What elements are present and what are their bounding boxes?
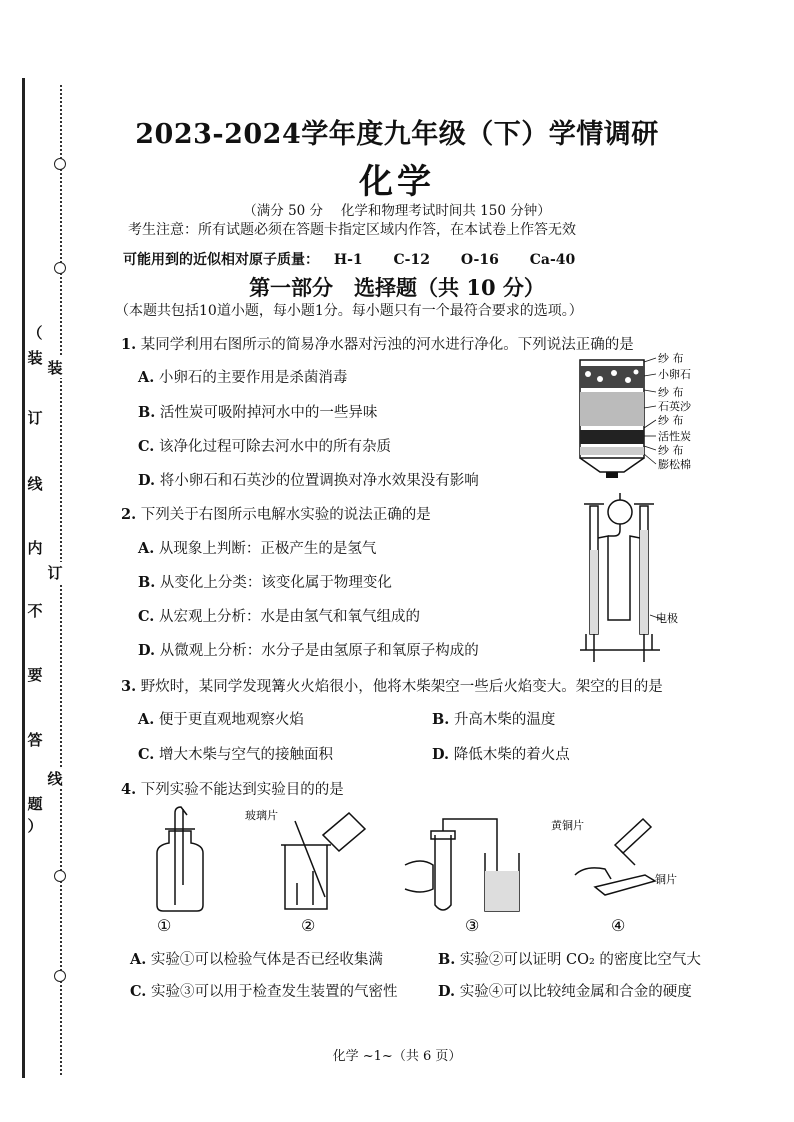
option: C. 实验③可以用于检查发生装置的气密性 (130, 983, 398, 1000)
electrolysis-figure (570, 490, 695, 665)
filter-label: 小卵石 (658, 368, 691, 381)
question-3-stem (121, 675, 663, 696)
option: C. 增大木柴与空气的接触面积 (138, 746, 333, 763)
question-2-stem (121, 503, 431, 524)
option: B. 活性炭可吸附掉河水中的一些异味 (138, 404, 378, 421)
option: A. 实验①可以检验气体是否已经收集满 (130, 951, 383, 968)
filter-label: 纱 布 (658, 414, 684, 427)
option: B. 实验②可以证明 CO₂ 的密度比空气大 (438, 951, 701, 968)
exam-notice: 考生注意：所有试题必须在答题卡指定区域内作答，在本试卷上作答无效 (128, 222, 576, 238)
option: D. 实验④可以比较纯金属和合金的硬度 (438, 983, 692, 1000)
figure-number: ③ (465, 916, 480, 935)
exam-title: 2023-2024学年度九年级（下）学情调研 (135, 119, 659, 150)
atomic-mass: Ca-40 (529, 252, 576, 268)
binding-outer-char: 线 (47, 770, 63, 788)
binding-char: 答 (27, 731, 43, 749)
question-text: 某同学利用右图所示的简易净水器对污浊的河水进行净化。下列说法正确的是 (140, 337, 634, 353)
question-text: 野炊时，某同学发现篝火火焰很小，他将木柴架空一些后火焰变大。架空的目的是 (140, 679, 663, 695)
option: D. 从微观上分析：水分子是由氢原子和氧原子构成的 (138, 642, 479, 659)
filter-label: 活性炭 (658, 430, 691, 443)
binding-char: 题 (27, 795, 43, 813)
atomic-mass: H-1 (333, 252, 363, 268)
filter-label: 膨松棉 (658, 458, 691, 471)
option: D. 降低木柴的着火点 (432, 746, 570, 763)
figure-label: 铜片 (655, 873, 677, 886)
question-4-stem (121, 778, 344, 799)
figure-number: ① (157, 916, 172, 935)
figure-number: ④ (611, 916, 626, 935)
experiment-figures (135, 805, 715, 935)
binding-char: 订 (27, 409, 43, 427)
electrode-label: 电极 (656, 612, 678, 625)
binding-outer-char: 装 (47, 359, 63, 377)
option: C. 该净化过程可除去河水中的所有杂质 (138, 438, 391, 455)
exam-info: （满分 50 分 化学和物理考试时间共 150 分钟） (243, 203, 551, 219)
question-number: 2. (121, 506, 137, 523)
question-number: 1. (121, 336, 137, 353)
binding-char: （ (27, 324, 43, 342)
part-note: （本题共包括10道小题，每小题1分。每小题只有一个最符合要求的选项。） (115, 303, 583, 319)
option: A. 从现象上判断：正极产生的是氢气 (138, 540, 377, 557)
filter-label: 纱 布 (658, 386, 684, 399)
question-number: 3. (121, 678, 137, 695)
page-footer: 化学 ~1~（共 6 页） (332, 1049, 462, 1064)
filter-label: 纱 布 (658, 352, 684, 365)
atomic-mass-label: 可能用到的近似相对原子质量： (123, 252, 319, 268)
binding-hole (54, 870, 66, 882)
subject-title: 化学 (359, 162, 435, 202)
binding-char: ） (27, 817, 43, 835)
atomic-mass: O-16 (460, 252, 499, 268)
option: B. 从变化上分类：该变化属于物理变化 (138, 574, 392, 591)
binding-line (22, 78, 25, 1078)
filter-label: 石英沙 (658, 400, 691, 413)
option: B. 升高木柴的温度 (432, 711, 556, 728)
binding-char: 装 (27, 349, 43, 367)
binding-char: 内 (27, 539, 43, 557)
figure-label: 玻璃片 (245, 809, 278, 822)
binding-char: 线 (27, 475, 43, 493)
binding-char: 不 (27, 602, 43, 620)
question-1-stem (121, 333, 634, 354)
option: C. 从宏观上分析：水是由氢气和氧气组成的 (138, 608, 420, 625)
figure-label: 黄铜片 (551, 819, 584, 832)
question-number: 4. (121, 781, 137, 798)
option: D. 将小卵石和石英沙的位置调换对净水效果没有影响 (138, 472, 479, 489)
question-text: 下列关于右图所示电解水实验的说法正确的是 (140, 507, 431, 523)
option: A. 便于更直观地观察火焰 (138, 711, 304, 728)
binding-hole (54, 970, 66, 982)
binding-outer-char: 订 (47, 564, 63, 582)
part-title: 第一部分 选择题（共 10 分） (249, 275, 545, 300)
figure-number: ② (301, 916, 316, 935)
binding-char: 要 (27, 666, 43, 684)
water-filter-figure (570, 348, 730, 478)
atomic-masses (123, 249, 601, 269)
filter-label: 纱 布 (658, 444, 684, 457)
option: A. 小卵石的主要作用是杀菌消毒 (138, 369, 348, 386)
question-text: 下列实验不能达到实验目的的是 (140, 782, 344, 798)
atomic-mass: C-12 (393, 252, 430, 268)
